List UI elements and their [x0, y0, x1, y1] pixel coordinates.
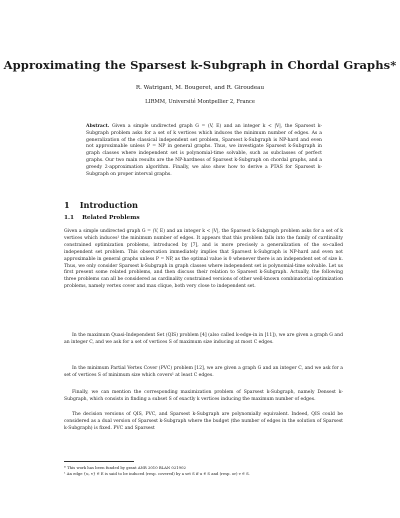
- subsection-heading: [64, 215, 140, 221]
- paragraph-5: The decision versions of QIS, PVC, and Sparsest k-Subgraph are polynomially equivalent. Indeed, QIS could be considered as a dual version of Sparsest k-Subgraph where the budget (the number of edges in the solution of Sparsest k-Subgraph) is fixed. PVC and Sparsest: [64, 412, 343, 431]
- paper-title: Approximating the Sparsest k-Subgraph in Chordal Graphs*: [3, 58, 397, 72]
- paragraph-1: Given a simple undirected graph G = (V, E) and an integer k < |V|, the Sparsest k-Subgraph problem asks for a set of k vertices which induces¹ the minimum number of edges. It appears that this problem falls into the family of cardinality constrained optimization problems, introduced by [7], and is more precisely a generalization of the so-called independent set problem. This observation immediately implies that Sparsest k-Subgraph is NP-hard and even not approximable in general graphs unless P = NP, as the optimal value is 0 whenever there is an independent set of size k. Thus, we only consider Sparsest k-Subgraph in graph classes where independent set is polynomial-time solvable. Let us first present some related problems, and then discuss their relation to Sparsest k-Subgraph. Actually, the following three problems can all be considered as cardinality constrained versions of other well-known combinatorial optimization problems, namely vertex cover and max clique, both very close to independent set.: [64, 229, 343, 290]
- section-title: Introduction: [79, 200, 139, 210]
- subsection-number: 1.1: [64, 215, 75, 221]
- abstract-label: Abstract.: [86, 124, 110, 129]
- section-number: 1: [64, 200, 70, 210]
- footnote-definition: ¹ An edge {u, v} ∈ E is said to be induced (resp. covered) by a set S if u ∈ S and (resp. or) v ∈ S.: [64, 470, 250, 476]
- footnote-funding: * This work has been funded by grant ANR 2010 BLAN 021902: [64, 465, 186, 470]
- footnotes: [64, 465, 343, 476]
- paragraph-4: Finally, we can mention the corresponding maximization problem of Sparsest k-Subgraph, namely Densest k-Subgraph, which consists in finding a subset S of exactly k vertices inducing the maximum number of edges.: [64, 390, 343, 402]
- paper-authors: R. Watrigant, M. Bougeret, and R. Giroudeau: [135, 85, 265, 91]
- paragraph-2: In the maximum Quasi-Independent Set (QIS) problem [4] (also called k-edge-in in [11]), we are given a graph G and an integer C, and we ask for a set of vertices S of maximum size inducing at most C edges.: [64, 333, 343, 345]
- abstract-text: Given a simple undirected graph G = (V, E) and an integer k < |V|, the Sparsest k-Subgraph problem asks for a set of k vertices which induces the minimum number of edges. As a generalization of the classical independent set problem, Sparsest k-Subgraph is NP-hard and even not approximable unless P = NP in general graphs. Thus, we investigate Sparsest k-Subgraph in graph classes where independent set is polynomial-time solvable, such as subclasses of perfect graphs. Our two main results are the NP-hardness of Sparsest k-Subgraph on chordal graphs, and a greedy 2-approximation algorithm. Finally, we also show how to derive a PTAS for Sparsest k-Subgraph on proper interval graphs.: [86, 124, 322, 177]
- footnote-rule: [64, 461, 134, 462]
- section-heading: [64, 200, 138, 210]
- paper-affiliation: LIRMM, Université Montpellier 2, France: [145, 99, 255, 105]
- subsection-title: Related Problems: [82, 215, 140, 221]
- paragraph-3: In the minimum Partial Vertex Cover (PVC) problem [12], we are given a graph G and an integer C, and we ask for a set of vertices S of minimum size which covers¹ at least C edges.: [64, 366, 343, 378]
- abstract: [86, 124, 322, 178]
